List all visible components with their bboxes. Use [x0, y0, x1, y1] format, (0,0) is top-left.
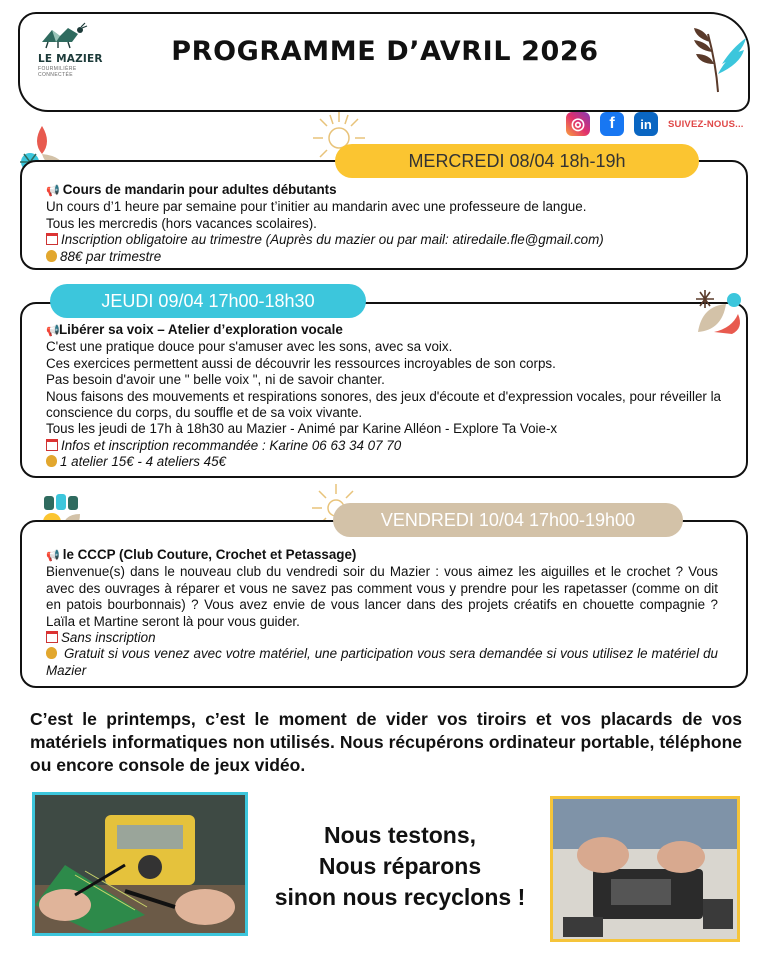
event-line: C'est une pratique douce pour s'amuser avec les sons, avec sa voix.	[46, 339, 453, 355]
instagram-icon[interactable]: ◎	[566, 112, 590, 136]
event-details-friday	[46, 547, 718, 679]
megaphone-icon: 📢	[46, 325, 60, 337]
event-title: Cours de mandarin pour adultes débutants	[62, 182, 337, 197]
event-price: Gratuit si vous venez avec votre matériel, une participation vous sera demandée si vous utilisez le matériel du Mazier	[46, 646, 718, 678]
calendar-icon	[46, 631, 58, 643]
event-title: Libérer sa voix – Atelier d’exploration vocale	[59, 322, 343, 337]
event-line: Nous faisons des mouvements et respirations sonores, des jeux d'écoute et d'expression vocales, pour réveiller la conscience du corps, du souffle et de sa voix vivante.	[46, 388, 721, 421]
slogan-line: sinon nous recyclons !	[274, 884, 526, 910]
facebook-icon[interactable]: f	[600, 112, 624, 136]
photo-console-repair	[550, 796, 740, 942]
event-line: Tous les jeudi de 17h à 18h30 au Mazier - Animé par Karine Alléon - Explore Ta Voie-x	[46, 421, 558, 437]
event-body: Bienvenue(s) dans le nouveau club du vendredi soir du Mazier : vous aimez les aiguilles et le crochet ? Vous avec des ouvrages à réparer et vous ne savez pas comment vous y prendre pour les rapetasser (comme on dit en patois bourbonnais) ? Vous avez envie de vous lancer dans des projets créatifs en chouette compagnie ? Laïla et Martine seront là pour vous guider.	[46, 564, 718, 629]
event-price: 88€ par trimestre	[60, 248, 162, 264]
event-info: Infos et inscription recommandée : Karine 06 63 34 07 70	[61, 437, 402, 453]
slogan-line: Nous réparons	[318, 853, 482, 879]
social-links	[566, 112, 744, 136]
event-price: 1 atelier 15€ - 4 ateliers 45€	[60, 454, 226, 470]
event-title: le CCCP (Club Couture, Crochet et Petassage)	[62, 547, 357, 562]
calendar-icon	[46, 439, 58, 451]
logo-subtitle: FOURMILIÈRE CONNECTÉE	[38, 66, 77, 78]
event-line: Tous les mercredis (hors vacances scolaires).	[46, 215, 317, 231]
ant-logo-icon	[38, 22, 90, 50]
event-line: Un cours d’1 heure par semaine pour t’initier au mandarin avec une professeure de langue.	[46, 199, 587, 215]
logo-name: LE MAZIER	[38, 53, 103, 65]
leaf-decoration-icon	[688, 24, 748, 99]
money-bag-icon	[46, 250, 57, 262]
event-details-wednesday	[46, 182, 736, 265]
slogan-line: Nous testons,	[323, 822, 477, 848]
money-bag-icon	[46, 647, 57, 659]
event-line: Pas besoin d'avoir une " belle voix ", ni de savoir chanter.	[46, 372, 385, 388]
page-title: PROGRAMME D’AVRIL 2026	[171, 36, 599, 67]
event-date-pill-friday: VENDREDI 10/04 17h00-19h00	[333, 503, 683, 537]
megaphone-icon: 📢	[46, 185, 60, 197]
event-date-pill-thursday: JEUDI 09/04 17h00-18h30	[50, 284, 366, 318]
event-date-pill-wednesday: MERCREDI 08/04 18h-19h	[335, 144, 699, 178]
recycling-appeal-text: C’est le printemps, c’est le moment de vider vos tiroirs et vos placards de vos matériels informatiques non utilisés. Nous récupérons ordinateur portable, téléphone ou encore console de jeux vidéo.	[30, 709, 742, 775]
logo	[38, 22, 108, 78]
follow-us-label[interactable]: SUIVEZ-NOUS...	[668, 118, 744, 130]
megaphone-icon: 📢	[46, 550, 60, 562]
money-bag-icon	[46, 455, 57, 467]
calendar-icon	[46, 233, 58, 245]
event-details-thursday	[46, 322, 736, 471]
slogan	[250, 820, 550, 913]
event-info: Sans inscription	[61, 630, 156, 646]
linkedin-icon[interactable]: in	[634, 112, 658, 136]
event-info: Inscription obligatoire au trimestre (Auprès du mazier ou par mail: atiredaile.fle@gmail.com)	[61, 232, 604, 248]
photo-circuit-repair	[32, 792, 248, 936]
event-line: Ces exercices permettent aussi de découvrir les ressources incroyables de son corps.	[46, 355, 556, 371]
